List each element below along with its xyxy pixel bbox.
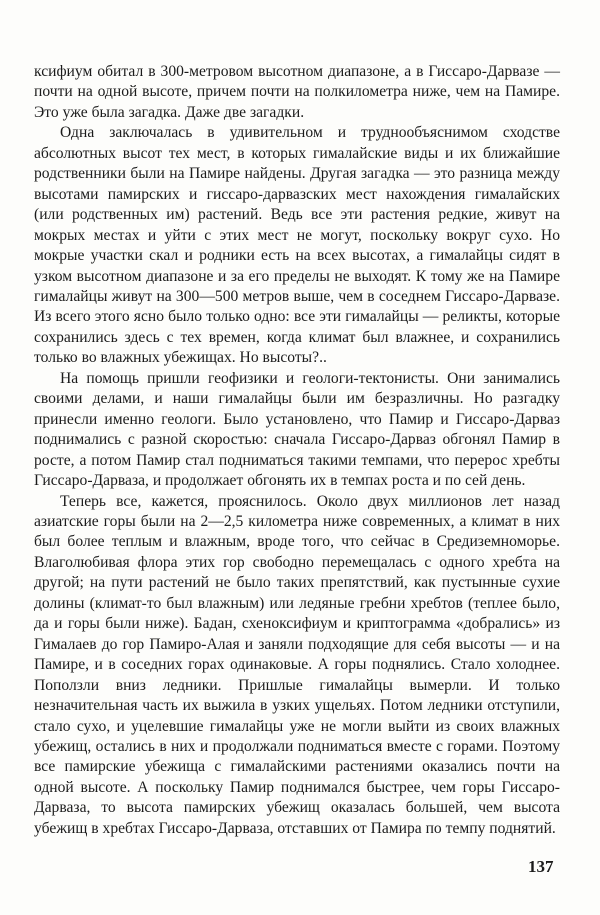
body-text: [34, 62, 560, 839]
paragraph-continuation: ксифиум обитал в 300-метровом высотном диапазоне, а в Гиссаро-Дарвазе — почти на одной высоте, причем почти на полкилометра ниже, чем на Памире. Это уже была загадка. Даже две загадки.: [34, 63, 560, 121]
paragraph-explanation: Теперь все, кажется, прояснилось. Около двух миллионов лет назад азиатские горы были на 2—2,5 километра ниже современных, а климат в них был более теплым и влажным, вроде того, что сейчас в Средиземноморье. Влаголюбивая флора этих гор свободно перемещалась с одного хребта на другой; на пути растений не было таких препятствий, как пустынные сухие долины (климат-то был влажным) или ледяные гребни хребтов (теплее было, да и горы были ниже). Бадан, схеноксифиум и криптограмма «добрались» из Гималаев до гор Памиро-Алая и заняли подходящие для себя высоты — и на Памире, и в соседних горах одинаковые. А горы поднялись. Стало холоднее. Поползли вниз ледники. Пришлые гималайцы вымерли. И только незначительная часть их выжила в узких ущельях. Потом ледники отступили, стало сухо, и уцелевшие гималайцы уже не могли выйти из своих влажных убежищ, остались в них и продолжали подниматься вместе с горами. Поэтому все памирские убежища с гималайскими растениями оказались почти на одной высоте. А поскольку Памир поднимался быстрее, чем горы Гиссаро-Дарваза, то высота памирских убежищ оказалась большей, чем высота убежищ в хребтах Гиссаро-Дарваза, отставших от Памира по темпу поднятий.: [34, 492, 560, 837]
paragraph-two-riddles: Одна заключалась в удивительном и труднообъяснимом сходстве абсолютных высот тех мест, в которых гималайские виды и их ближайшие родственники были на Памире найдены. Другая загадка — это разница между высотами памирских и гиссаро-дарвазских мест нахождения гималайских (или родственных им) растений. Ведь все эти растения редкие, живут на мокрых местах и уйти с этих мест не могут, поскольку вокруг сухо. Но мокрые участки скал и родники есть на всех высотах, а гималайцы сидят в узком высотном диапазоне и за его пределы не выходят. К тому же на Памире гималайцы живут на 300—500 метров выше, чем в соседнем Гиссаро-Дарвазе. Из всего этого ясно было только одно: все эти гималайцы — реликты, которые сохранились здесь с тех времен, когда климат был влажнее, и сохранились только во влажных убежищах. Но высоты?..: [34, 124, 560, 367]
page-number: 137: [528, 857, 554, 876]
paragraph-geologists: На помощь пришли геофизики и геологи-тектонисты. Они занимались своими делами, и наши гималайцы были им безразличны. Но разгадку принесли именно геологи. Было установлено, что Памир и Гиссаро-Дарваз поднимались с разной скоростью: сначала Гиссаро-Дарваз обгонял Памир в росте, а потом Памир стал подниматься такими темпами, что перерос хребты Гиссаро-Дарваза, и продолжает обгонять их в темпах роста и по сей день.: [34, 369, 560, 490]
